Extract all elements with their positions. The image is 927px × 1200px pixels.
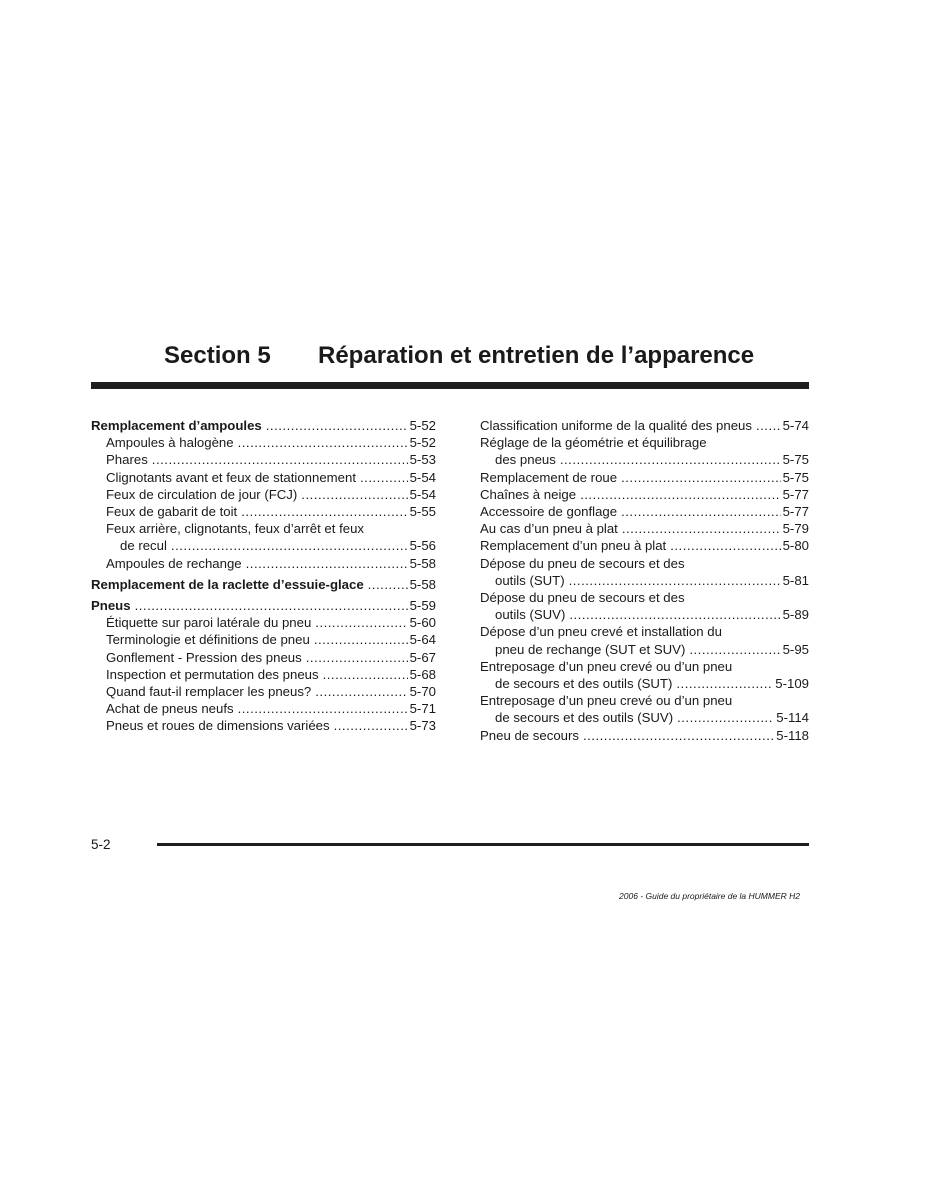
heading-rule [91,382,809,389]
toc-entry[interactable]: outils (SUV) ..... 5-89 [480,606,809,623]
footer-rule [157,843,809,846]
toc-entry[interactable]: Étiquette sur paroi latérale du pneu ..... 5-60 [91,614,436,631]
toc-entry[interactable]: Pneus et roues de dimensions variées ..... 5-73 [91,717,436,734]
toc-entry[interactable]: Quand faut-il remplacer les pneus? ..... 5-70 [91,683,436,700]
toc-entry[interactable]: outils (SUT) ..... 5-81 [480,572,809,589]
toc-entry[interactable]: Chaînes à neige ..... 5-77 [480,486,809,503]
toc-entry[interactable]: Gonflement - Pression des pneus ..... 5-67 [91,649,436,666]
toc-entry[interactable]: Phares ..... 5-53 [91,451,436,468]
toc-entry[interactable]: Achat de pneus neufs ..... 5-71 [91,700,436,717]
section-title: Réparation et entretien de l’apparence [318,342,755,369]
toc-entry[interactable]: Terminologie et définitions de pneu ..... 5-64 [91,631,436,648]
toc-entry[interactable]: de recul ..... 5-56 [91,537,436,554]
toc-entry[interactable]: Feux de circulation de jour (FCJ) ..... 5-54 [91,486,436,503]
footer-text: 2006 - Guide du propriétaire de la HUMMER H2 [619,891,800,901]
toc-entry[interactable]: pneu de rechange (SUT et SUV) ..... 5-95 [480,641,809,658]
toc-entry[interactable]: Remplacement de roue ..... 5-75 [480,469,809,486]
toc-entry[interactable]: Remplacement de la raclette d’essuie-glace ..... 5-58 [91,576,436,593]
toc-entry[interactable]: Au cas d’un pneu à plat ..... 5-79 [480,520,809,537]
toc-entry[interactable]: Inspection et permutation des pneus ..... 5-68 [91,666,436,683]
toc-right-column [480,417,809,744]
toc-entry[interactable]: de secours et des outils (SUV) ..... 5-114 [480,709,809,726]
toc-entry[interactable]: Feux de gabarit de toit ..... 5-55 [91,503,436,520]
toc-entry-first-line[interactable]: Réglage de la géométrie et équilibrage [480,435,707,451]
toc-left-column [91,417,436,735]
toc-entry-first-line[interactable]: Entreposage d’un pneu crevé ou d’un pneu [480,658,733,674]
toc-entry[interactable]: des pneus ..... 5-75 [480,451,809,468]
toc-entry-first-line[interactable]: Feux arrière, clignotants, feux d’arrêt et feux [106,521,365,537]
toc-entry[interactable]: Ampoules à halogène ..... 5-52 [91,434,436,451]
toc-entry[interactable]: Pneus ..... 5-59 [91,597,436,614]
toc-entry-first-line[interactable]: Dépose du pneu de secours et des [480,555,685,571]
toc-entry-first-line[interactable]: Dépose du pneu de secours et des [480,590,685,606]
toc-entry[interactable]: Clignotants avant et feux de stationnement ..... 5-54 [91,469,436,486]
toc-entry[interactable]: Remplacement d’un pneu à plat ..... 5-80 [480,537,809,554]
toc-entry[interactable]: Ampoules de rechange ..... 5-58 [91,555,436,572]
page-number: 5-2 [91,837,111,852]
toc-entry-first-line[interactable]: Dépose d’un pneu crevé et installation du [480,624,722,640]
toc-entry-first-line[interactable]: Entreposage d’un pneu crevé ou d’un pneu [480,693,733,709]
toc-entry[interactable]: Classification uniforme de la qualité des pneus ..... 5-74 [480,417,809,434]
section-label: Section 5 [164,342,271,369]
toc-entry[interactable]: Pneu de secours ..... 5-118 [480,727,809,744]
toc-entry[interactable]: Remplacement d’ampoules ..... 5-52 [91,417,436,434]
section-heading [91,340,809,376]
toc-entry[interactable]: de secours et des outils (SUT) ..... 5-109 [480,675,809,692]
toc-entry[interactable]: Accessoire de gonflage ..... 5-77 [480,503,809,520]
